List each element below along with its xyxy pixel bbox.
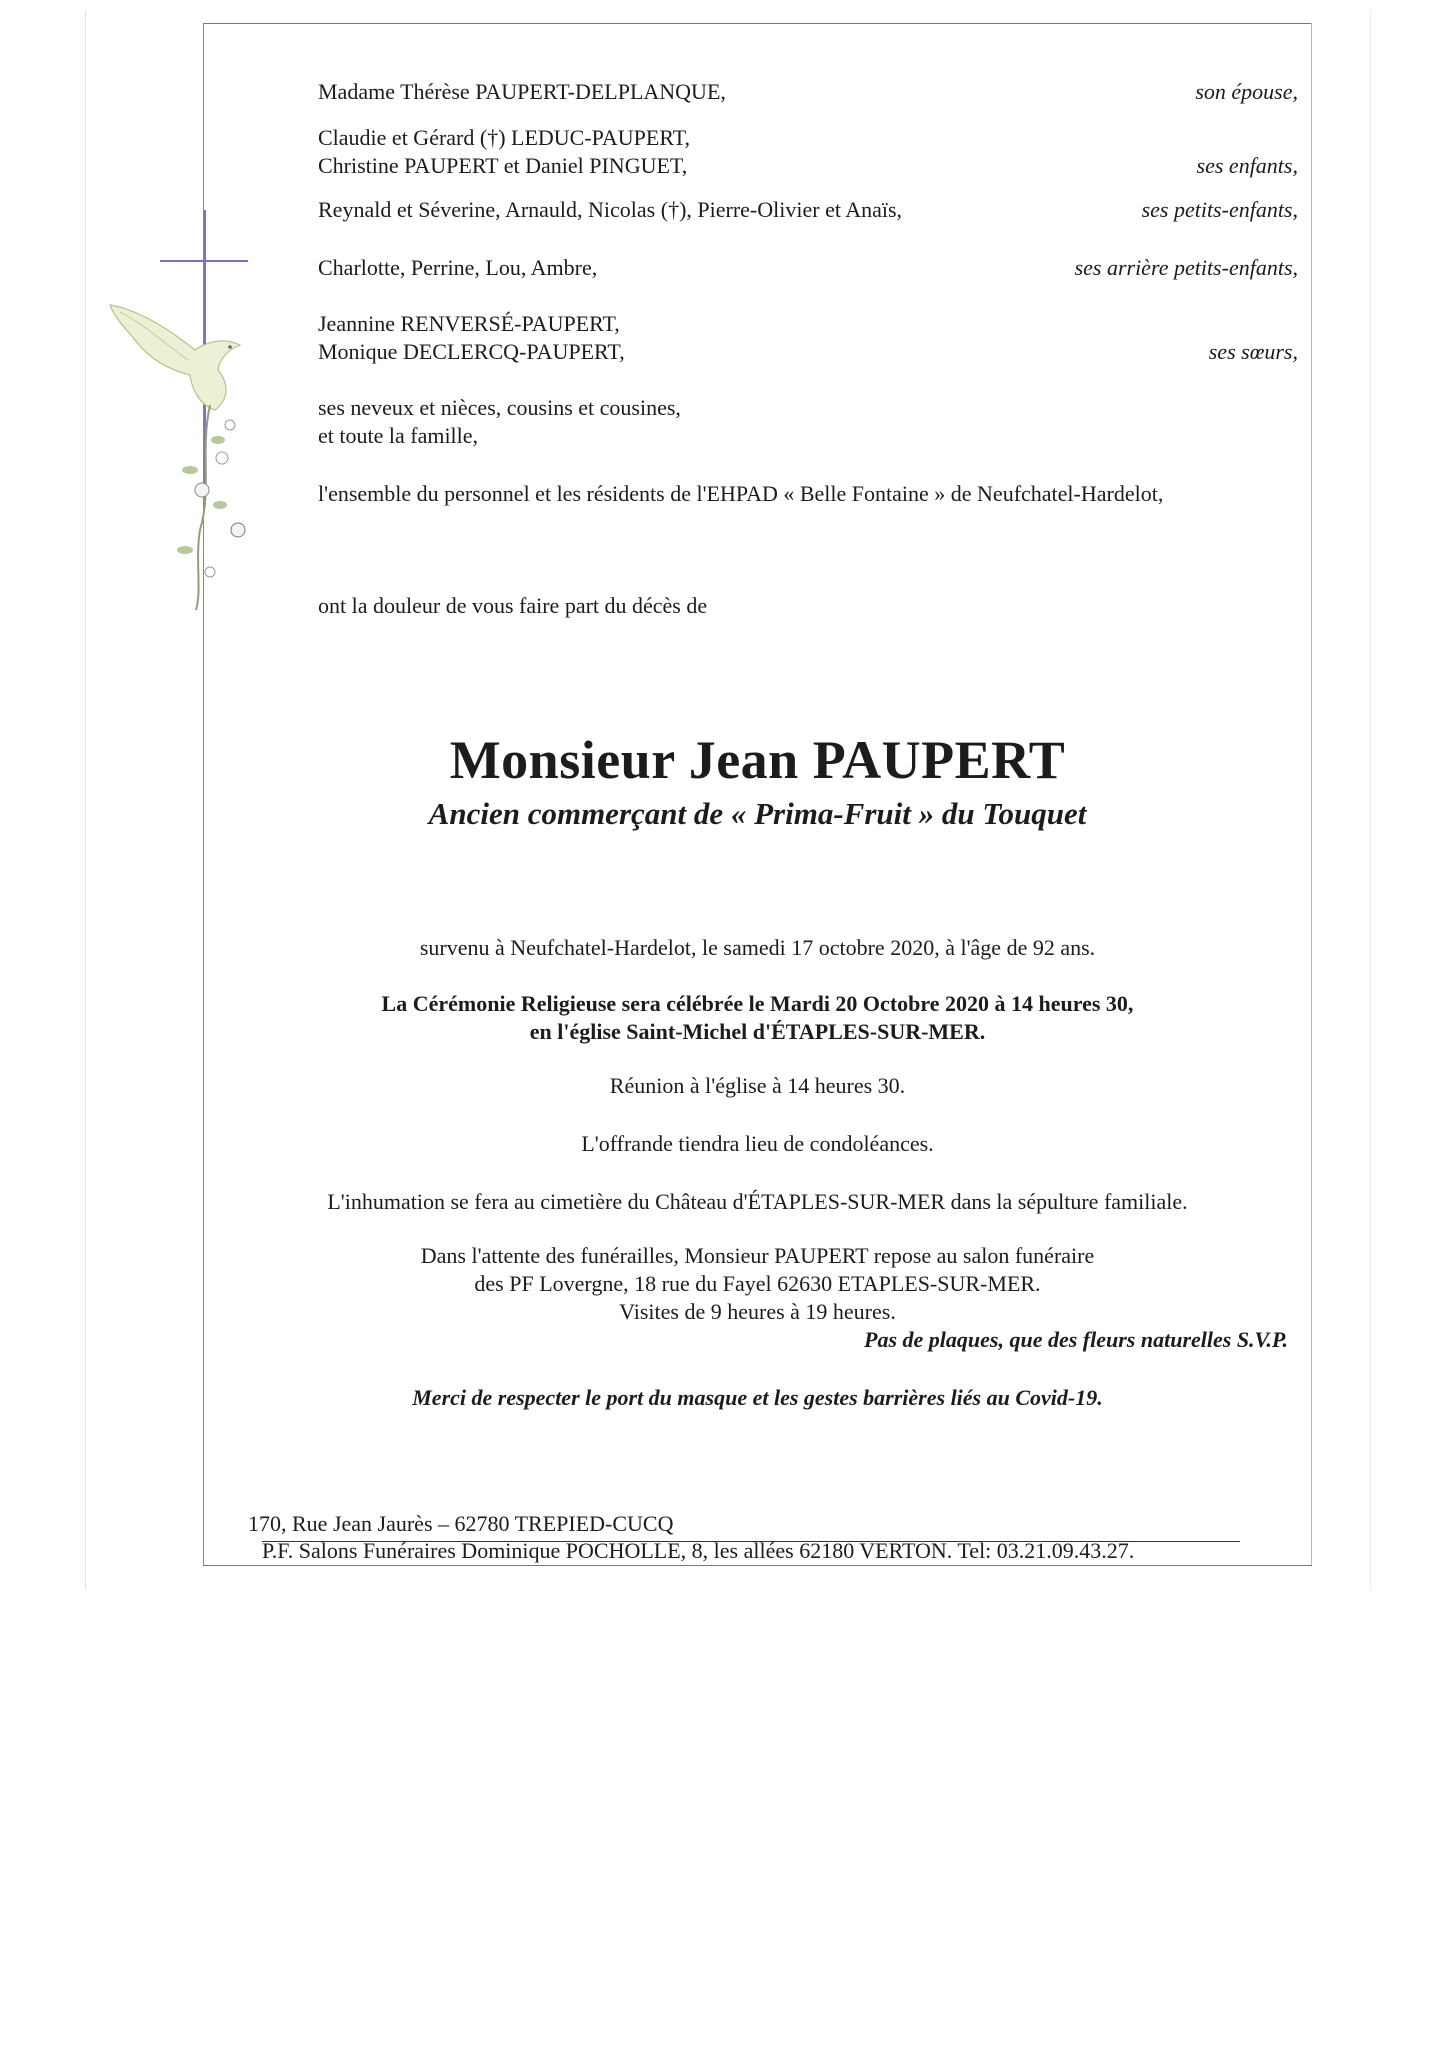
funeral-home-details [203,1242,1312,1326]
scan-edge-left [85,10,86,1590]
family-relation: ses arrière petits-enfants, [1074,255,1298,280]
funeral-home-line: Visites de 9 heures à 19 heures. [619,1299,896,1324]
family-names [318,196,902,224]
family-relation: ses enfants, [1196,153,1298,178]
deceased-role: Ancien commerçant de « Prima-Fruit » du Touquet [428,796,1087,831]
ceremony-details [203,990,1312,1046]
family-name-line: Christine PAUPERT et Daniel PINGUET, [318,153,688,178]
meeting-note: Réunion à l'église à 14 heures 30. [609,1073,906,1098]
flowers-note: Pas de plaques, que des fleurs naturelles S.V.P. [864,1327,1288,1352]
family-name-line: Claudie et Gérard (†) LEDUC-PAUPERT, [318,125,691,150]
family-row-spouse [318,78,1298,106]
frame-border-bottom [203,1565,1312,1566]
ceremony-line: en l'église Saint-Michel d'ÉTAPLES-SUR-MER. [529,1019,986,1044]
family-row-sisters [318,310,1298,366]
frame-border-top [203,23,1312,24]
family-relation: ses sœurs, [1208,339,1298,364]
family-names [318,124,690,180]
family-relation: son épouse, [1195,79,1298,104]
family-name-line: Charlotte, Perrine, Lou, Ambre, [318,255,598,280]
funeral-home-line: des PF Lovergne, 18 rue du Fayel 62630 ETAPLES-SUR-MER. [474,1271,1041,1296]
funeral-home-line: Dans l'attente des funérailles, Monsieur PAUPERT repose au salon funéraire [420,1243,1095,1268]
burial-note: L'inhumation se fera au cimetière du Château d'ÉTAPLES-SUR-MER dans la sépulture familiale. [327,1189,1188,1214]
family-name-line: Madame Thérèse PAUPERT-DELPLANQUE, [318,79,726,104]
extended-family-line: ses neveux et nièces, cousins et cousines, [318,395,681,420]
deceased-name: Monsieur Jean PAUPERT [449,730,1066,790]
scan-edge-right [1370,10,1371,1590]
extended-family-line: et toute la famille, [318,423,479,448]
family-names [318,78,726,106]
covid-note: Merci de respecter le port du masque et les gestes barrières liés au Covid-19. [412,1385,1103,1410]
cross-dove-flowers-illustration [100,200,300,620]
footer-address: 170, Rue Jean Jaurès – 62780 TREPIED-CUCQ [248,1511,674,1536]
ehpad-line: l'ensemble du personnel et les résidents de l'EHPAD « Belle Fontaine » de Neufchatel-Hardelot, [318,481,1164,506]
offering-note: L'offrande tiendra lieu de condoléances. [581,1131,934,1156]
dove-icon [110,305,240,410]
footer-company: P.F. Salons Funéraires Dominique POCHOLLE, 8, les allées 62180 VERTON. Tel: 03.21.09.43.27. [262,1538,1135,1563]
family-name-line: Jeannine RENVERSÉ-PAUPERT, [318,311,620,336]
family-relation: ses petits-enfants, [1141,197,1298,222]
extended-family [318,394,681,450]
family-row-grandchildren [318,196,1298,224]
death-details: survenu à Neufchatel-Hardelot, le samedi 17 octobre 2020, à l'âge de 92 ans. [419,935,1096,960]
family-names [318,310,625,366]
ceremony-line: La Cérémonie Religieuse sera célébrée le Mardi 20 Octobre 2020 à 14 heures 30, [381,991,1134,1016]
family-row-great-grandchildren [318,254,1298,282]
family-row-children [318,124,1298,180]
announcement: ont la douleur de vous faire part du décès de [318,593,708,618]
flower-branch-icon [177,405,245,610]
family-name-line: Monique DECLERCQ-PAUPERT, [318,339,625,364]
family-name-line: Reynald et Séverine, Arnauld, Nicolas (†), Pierre-Olivier et Anaïs, [318,197,903,222]
family-names [318,254,597,282]
